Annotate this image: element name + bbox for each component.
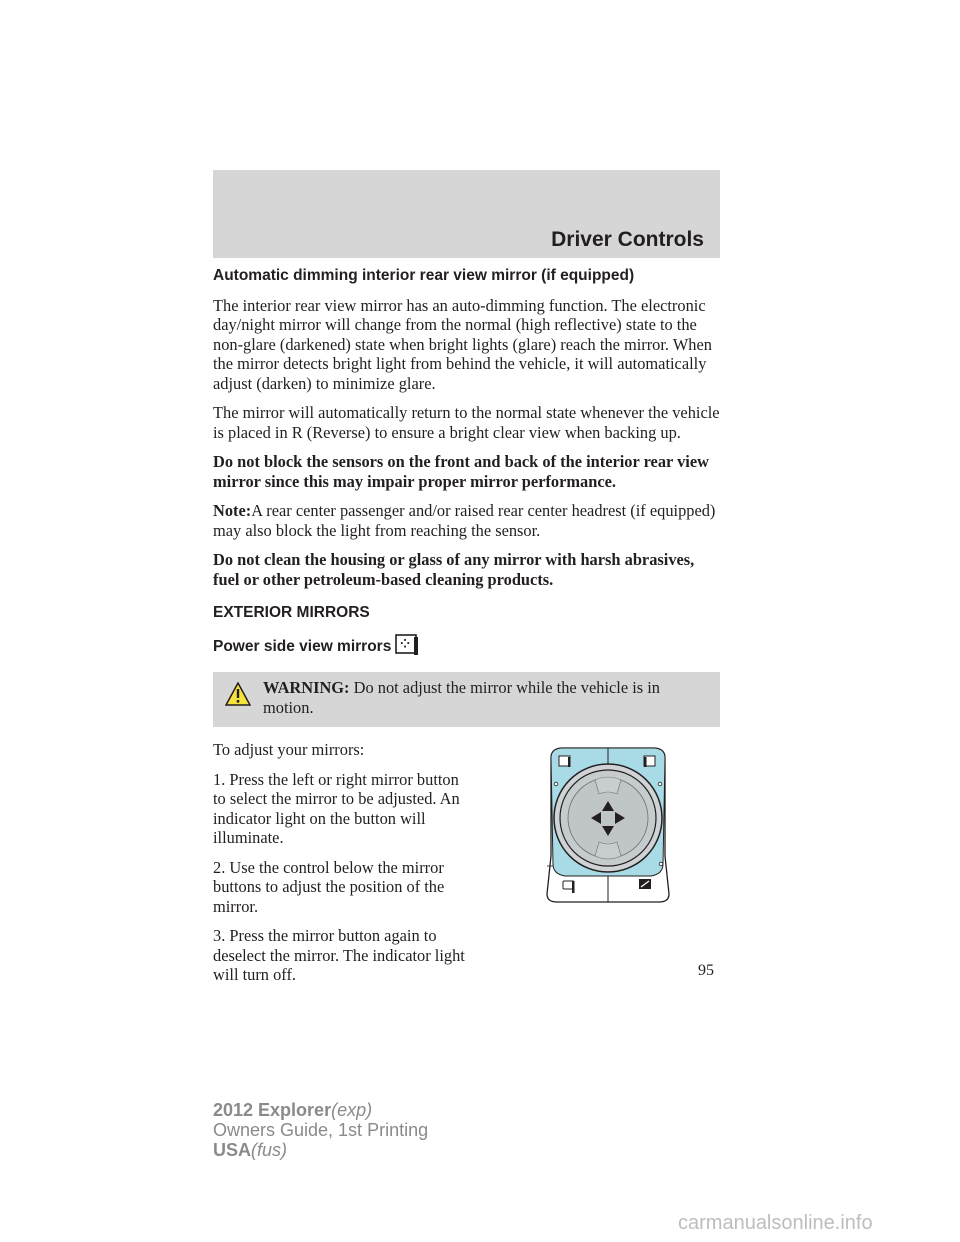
step-2: 2. Use the control below the mirror buttons to adjust the position of the mirror. <box>213 857 445 916</box>
warning-text: Do not adjust the mirror while the vehicle is in motion. <box>263 678 660 717</box>
note-paragraph <box>213 501 720 540</box>
exterior-mirrors-heading: EXTERIOR MIRRORS <box>213 604 370 621</box>
auto-dim-paragraph-1: The interior rear view mirror has an auto-dimming function. The electronic day/night mirror will change from the normal (high reflective) state to the non-glare (darkened) state when bright lights (glare) reach the mirror. When the mirror detects bright light from behind the vehicle, it will automatically adjust (darken) to minimize glare. <box>213 295 712 393</box>
footer-line-1 <box>213 1100 428 1120</box>
warning-box <box>213 672 720 727</box>
power-mirrors-heading-row <box>213 633 720 663</box>
note-text: A rear center passenger and/or raised rear center headrest (if equipped) may also block the light from reaching the sensor. <box>213 501 716 540</box>
watermark: carmanualsonline.info <box>678 1212 873 1234</box>
footer-market: USA <box>213 1140 252 1160</box>
section-title: Driver Controls <box>551 228 704 251</box>
footer-line-2: Owners Guide, 1st Printing <box>213 1120 429 1140</box>
footer-line-3 <box>213 1140 428 1160</box>
footer-model-code: (exp) <box>331 1100 373 1120</box>
footer-market-code: (fus) <box>251 1140 288 1160</box>
caution-cleaning: Do not clean the housing or glass of any mirror with harsh abrasives, fuel or other petroleum-based cleaning products. <box>213 550 695 589</box>
adjust-intro: To adjust your mirrors: <box>213 740 365 759</box>
power-mirror-icon <box>395 633 419 663</box>
auto-dim-paragraph-2: The mirror will automatically return to the normal state whenever the vehicle is placed in R (Reverse) to ensure a bright clear view when backing up. <box>213 403 720 442</box>
warning-label: WARNING: <box>263 678 350 697</box>
section-header-band <box>213 170 720 258</box>
caution-sensors: Do not block the sensors on the front and back of the interior rear view mirror since this may impair proper mirror performance. <box>213 452 709 491</box>
adjust-steps <box>213 740 468 985</box>
page-number: 95 <box>698 962 714 979</box>
footer <box>213 1100 428 1160</box>
note-label: Note: <box>213 501 252 520</box>
mirror-control-illustration <box>543 746 673 911</box>
auto-dim-heading: Automatic dimming interior rear view mirror (if equipped) <box>213 267 635 284</box>
svg-text:⁘: ⁘ <box>400 636 411 651</box>
power-mirrors-heading: Power side view mirrors <box>213 637 392 655</box>
step-1: 1. Press the left or right mirror button to select the mirror to be adjusted. An indicator light on the button will illuminate. <box>213 769 460 847</box>
warning-triangle-icon <box>225 682 251 711</box>
step-3: 3. Press the mirror button again to deselect the mirror. The indicator light will turn off. <box>213 926 465 984</box>
footer-model: 2012 Explorer <box>213 1100 332 1120</box>
